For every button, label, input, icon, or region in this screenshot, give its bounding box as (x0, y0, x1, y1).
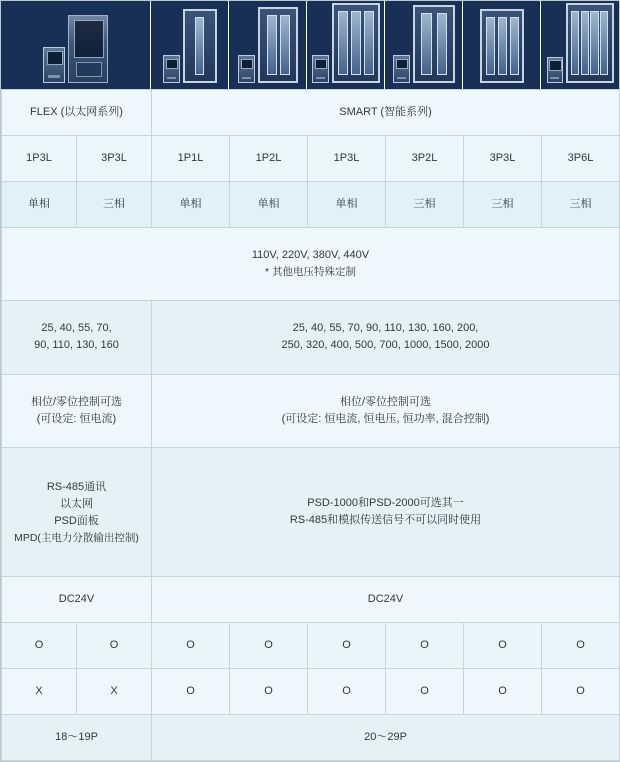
communication-flex-cell (2, 448, 152, 577)
control-flex-line-1: 相位/零位控制可选 (30, 395, 123, 408)
phase-cell: 单相 (152, 181, 230, 227)
current-row (2, 300, 620, 374)
control-smart-line-1: 相位/零位控制可选 (339, 395, 432, 408)
voltage-cell (2, 227, 620, 300)
pin-count-flex: 18～19P (2, 714, 152, 760)
option-mark: O (464, 669, 542, 715)
specification-table (1, 89, 620, 761)
model-cell: 3P2L (386, 135, 464, 181)
control-smart-line-2: (可设定: 恒电流, 恒电压, 恒功率, 混合控制) (281, 413, 490, 426)
voltage-line-2: * 其他电压特殊定制 (265, 266, 357, 279)
option-mark: X (2, 669, 77, 715)
phase-cell: 三相 (542, 181, 620, 227)
phase-cell: 三相 (77, 181, 152, 227)
phase-cell: 单相 (230, 181, 308, 227)
comm-flex-line-3: PSD面板 (54, 514, 99, 527)
option-row-1 (2, 623, 620, 669)
smart-3p6l-image (541, 1, 619, 89)
phase-cell: 三相 (386, 181, 464, 227)
option-mark: O (152, 623, 230, 669)
series-row (2, 90, 620, 136)
model-cell: 1P2L (230, 135, 308, 181)
model-row (2, 135, 620, 181)
product-image-row (1, 1, 619, 89)
pin-count-row (2, 714, 620, 760)
current-flex-cell (2, 300, 152, 374)
power-supply-flex: DC24V (2, 577, 152, 623)
comm-smart-line-1: PSD-1000和PSD-2000可选其一 (307, 497, 464, 510)
communication-smart-cell (152, 448, 620, 577)
option-mark: O (230, 669, 308, 715)
option-mark: O (152, 669, 230, 715)
option-mark: O (542, 669, 620, 715)
option-mark: O (230, 623, 308, 669)
model-cell: 1P1L (152, 135, 230, 181)
option-mark: O (308, 669, 386, 715)
option-row-2 (2, 669, 620, 715)
model-cell: 3P3L (77, 135, 152, 181)
smart-1p1l-image (151, 1, 229, 89)
current-flex-line-1: 25, 40, 55, 70, (41, 322, 112, 335)
phase-cell: 三相 (464, 181, 542, 227)
phase-cell: 单相 (2, 181, 77, 227)
option-mark: O (308, 623, 386, 669)
model-cell: 3P3L (464, 135, 542, 181)
model-cell: 3P6L (542, 135, 620, 181)
series-smart: SMART (智能系列) (152, 90, 620, 136)
control-flex-cell (2, 374, 152, 448)
option-mark: O (386, 623, 464, 669)
smart-1p3l-image (307, 1, 385, 89)
current-smart-cell (152, 300, 620, 374)
pin-count-smart: 20～29P (152, 714, 620, 760)
power-supply-row (2, 577, 620, 623)
smart-1p2l-image (229, 1, 307, 89)
current-smart-line-2: 250, 320, 400, 500, 700, 1000, 1500, 2000 (281, 339, 490, 352)
power-supply-smart: DC24V (152, 577, 620, 623)
series-flex: FLEX (以太网系列) (2, 90, 152, 136)
current-smart-line-1: 25, 40, 55, 70, 90, 110, 130, 160, 200, (292, 322, 479, 335)
option-mark: O (464, 623, 542, 669)
option-mark: O (386, 669, 464, 715)
voltage-row (2, 227, 620, 300)
option-mark: O (77, 623, 152, 669)
comm-flex-line-2: 以太网 (60, 497, 93, 510)
phase-row (2, 181, 620, 227)
smart-3p2l-image (385, 1, 463, 89)
control-smart-cell (152, 374, 620, 448)
comm-smart-line-2: RS-485和模拟传送信号不可以同时使用 (289, 514, 482, 527)
phase-cell: 单相 (308, 181, 386, 227)
option-mark: O (2, 623, 77, 669)
voltage-line-1: 110V, 220V, 380V, 440V (251, 249, 370, 262)
control-flex-line-2: (可设定: 恒电流) (36, 413, 117, 426)
current-flex-line-2: 90, 110, 130, 160 (34, 339, 119, 352)
model-cell: 1P3L (2, 135, 77, 181)
option-mark: X (77, 669, 152, 715)
communication-row (2, 448, 620, 577)
control-row (2, 374, 620, 448)
comm-flex-line-1: RS-485通讯 (46, 480, 107, 493)
flex-product-image (1, 1, 151, 89)
option-mark: O (542, 623, 620, 669)
model-cell: 1P3L (308, 135, 386, 181)
comm-flex-line-4: MPD(主电力分散输出控制) (14, 531, 139, 544)
smart-3p3l-image (463, 1, 541, 89)
